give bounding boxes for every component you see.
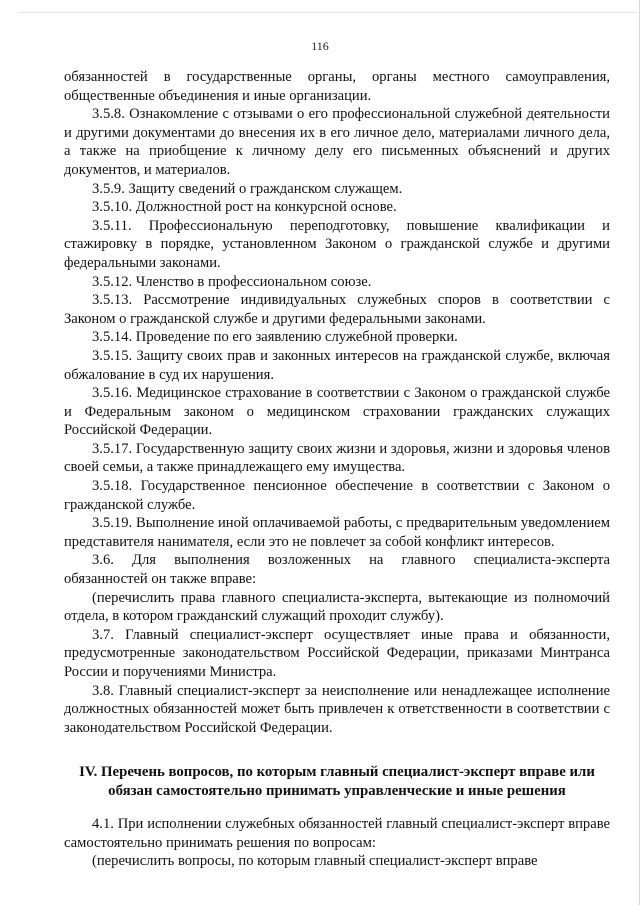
section-heading-line-2: обязан самостоятельно принимать управленческие и иные решения — [108, 783, 566, 800]
paragraph-3-6: 3.6. Для выполнения возложенных на главного специалиста-эксперта обязанностей он также вправе: — [64, 552, 610, 588]
paragraph-3-6-rights: (перечислить права главного специалиста-эксперта, вытекающие из полномочий отдела, в котором гражданский служащий проходит службу). — [64, 589, 610, 625]
paragraph-4-1-list: (перечислить вопросы, по которым главный специалист-эксперт вправе — [92, 853, 538, 870]
document-body — [64, 68, 610, 871]
paragraph-3-5-13: 3.5.13. Рассмотрение индивидуальных служебных споров в соответствии с Законом о гражданской службе и другими федеральными законами. — [64, 292, 610, 327]
paragraph-continuation: обязанностей в государственные органы, органы местного самоуправления, общественные объединения и иные организации. — [64, 69, 610, 104]
paragraph-3-5-19: 3.5.19. Выполнение иной оплачиваемой работы, с предварительным уведомлением представителя нанимателя, если это не повлечет за собой конфликт интересов. — [64, 515, 610, 550]
section-heading-iv — [64, 763, 610, 801]
paragraph-3-5-11: 3.5.11. Профессиональную переподготовку, повышение квалификации и стажировку в порядке, установленном Законом о гражданской службе и другими федеральными законами. — [64, 217, 610, 271]
paragraph-4-1: 4.1. При исполнении служебных обязанностей главный специалист-эксперт вправе самостоятельно принимать решения по вопросам: — [64, 815, 610, 851]
section-heading-line-1: IV. Перечень вопросов, по которым главный специалист-эксперт вправе или — [79, 764, 595, 781]
paragraph-3-5-9: 3.5.9. Защиту сведений о гражданском служащем. — [92, 180, 403, 197]
paragraph-3-5-16: 3.5.16. Медицинское страхование в соответствии с Законом о гражданской службе и Федеральным законом о медицинском страховании гражданских служащих Российской Федерации. — [64, 385, 610, 439]
paragraph-3-5-12: 3.5.12. Членство в профессиональном союзе. — [92, 273, 372, 290]
paragraph-3-5-8: 3.5.8. Ознакомление с отзывами о его профессиональной служебной деятельности и другими документами до внесения их в его личное дело, материалами личного дела, а также на приобщение к личному делу его письменных объяснений и других документов, и материалов. — [64, 106, 610, 178]
paragraph-3-5-15: 3.5.15. Защиту своих прав и законных интересов на гражданской службе, включая обжалование в суд их нарушения. — [64, 347, 610, 383]
paragraph-3-7: 3.7. Главный специалист-эксперт осуществляет иные права и обязанности, предусмотренные законодательством Российской Федерации, приказами Минтранса России и поручениями Министра. — [64, 626, 610, 680]
scan-edge-line — [18, 12, 638, 13]
paragraph-3-8: 3.8. Главный специалист-эксперт за неисполнение или ненадлежащее исполнение должностных обязанностей может быть привлечен к ответственности в соответствии с законодательством Российской Федерации. — [64, 682, 610, 736]
paragraph-3-5-17: 3.5.17. Государственную защиту своих жизни и здоровья, жизни и здоровья членов своей семьи, а также принадлежащего ему имущества. — [64, 440, 610, 476]
page-number: 116 — [311, 39, 329, 53]
paragraph-3-5-18: 3.5.18. Государственное пенсионное обеспечение в соответствии с Законом о гражданской службе. — [64, 478, 610, 513]
paragraph-3-5-10: 3.5.10. Должностной рост на конкурсной основе. — [92, 199, 397, 216]
paragraph-3-5-14: 3.5.14. Проведение по его заявлению служебной проверки. — [92, 329, 458, 346]
